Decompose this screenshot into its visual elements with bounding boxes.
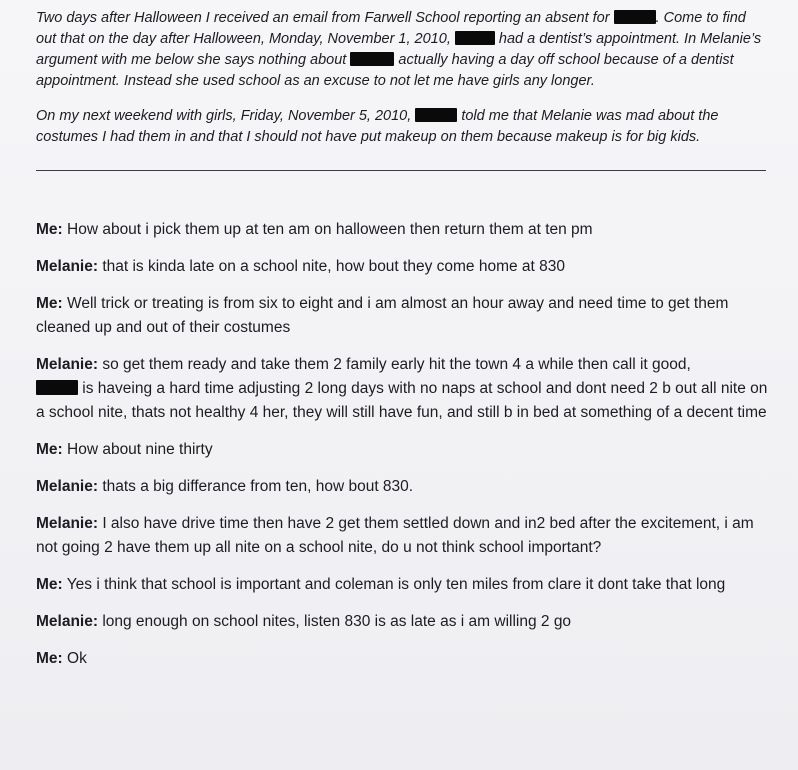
redaction-bar xyxy=(455,31,495,45)
message-text: that is kinda late on a school nite, how bout they come home at 830 xyxy=(98,258,566,275)
speaker-label: Melanie: xyxy=(36,356,99,373)
message-text: is haveing a hard time adjusting 2 long days with no naps at school and dont need 2 b out all nite on a school nite, thats not healthy 4 her, they will still have fun, and still b in bed at something of a decent time xyxy=(36,380,768,421)
conversation-log xyxy=(36,218,772,684)
intro-text: Two days after Halloween I received an email from Farwell School reporting an absent for xyxy=(36,10,614,26)
intro-paragraph-1 xyxy=(36,8,770,92)
intro-text: actually having a day off school because of a dentist appointment. Instead she used school as an excuse to not let me have girls any longer. xyxy=(36,52,734,89)
message-text: Yes i think that school is important and coleman is only ten miles from clare it dont take that long xyxy=(62,576,726,593)
message-text: so get them ready and take them 2 family early hit the town 4 a while then call it good, xyxy=(98,356,691,373)
conversation-message xyxy=(36,647,772,671)
conversation-message xyxy=(36,353,772,425)
message-text: Well trick or treating is from six to eight and i am almost an hour away and need time to get them cleaned up and out of their costumes xyxy=(36,295,729,336)
intro-text: On my next weekend with girls, Friday, November 5, 2010, xyxy=(36,108,416,124)
conversation-message xyxy=(36,292,772,340)
redaction-bar xyxy=(36,380,78,395)
redaction-bar xyxy=(415,108,457,122)
speaker-label: Melanie: xyxy=(36,258,99,275)
intro-text: had a dentist’s appointment. In Melanie’s argument with me below she says nothing about xyxy=(36,31,762,68)
intro-text: told me that Melanie was mad about the costumes I had them in and that I should not have put makeup on them because makeup is for big kids. xyxy=(36,108,719,145)
intro-section xyxy=(36,8,770,148)
message-text: I also have drive time then have 2 get them settled down and in2 bed after the excitement, i am not going 2 have them up all nite on a school nite, do u not think school important? xyxy=(36,515,754,556)
conversation-message xyxy=(36,512,772,560)
message-text: long enough on school nites, listen 830 is as late as i am willing 2 go xyxy=(98,613,572,630)
conversation-message xyxy=(36,610,772,634)
conversation-message xyxy=(36,218,772,242)
conversation-message xyxy=(36,255,772,279)
message-text: How about i pick them up at ten am on halloween then return them at ten pm xyxy=(62,221,593,238)
speaker-label: Me: xyxy=(36,441,63,458)
conversation-message xyxy=(36,573,772,597)
message-text: Ok xyxy=(62,650,87,667)
conversation-message xyxy=(36,438,772,462)
speaker-label: Melanie: xyxy=(36,515,99,532)
speaker-label: Melanie: xyxy=(36,613,99,630)
redaction-bar xyxy=(614,10,656,24)
intro-paragraph-2 xyxy=(36,106,770,148)
message-text: How about nine thirty xyxy=(62,441,213,458)
speaker-label: Me: xyxy=(36,295,63,312)
redaction-bar xyxy=(350,52,394,66)
speaker-label: Melanie: xyxy=(36,478,99,495)
intro-text: . Come to find out that on the day after Halloween, Monday, November 1, 2010, xyxy=(36,10,746,47)
conversation-message xyxy=(36,475,772,499)
message-text: thats a big differance from ten, how bout 830. xyxy=(98,478,414,495)
speaker-label: Me: xyxy=(36,576,63,593)
divider-line xyxy=(36,170,766,171)
speaker-label: Me: xyxy=(36,650,63,667)
speaker-label: Me: xyxy=(36,221,63,238)
